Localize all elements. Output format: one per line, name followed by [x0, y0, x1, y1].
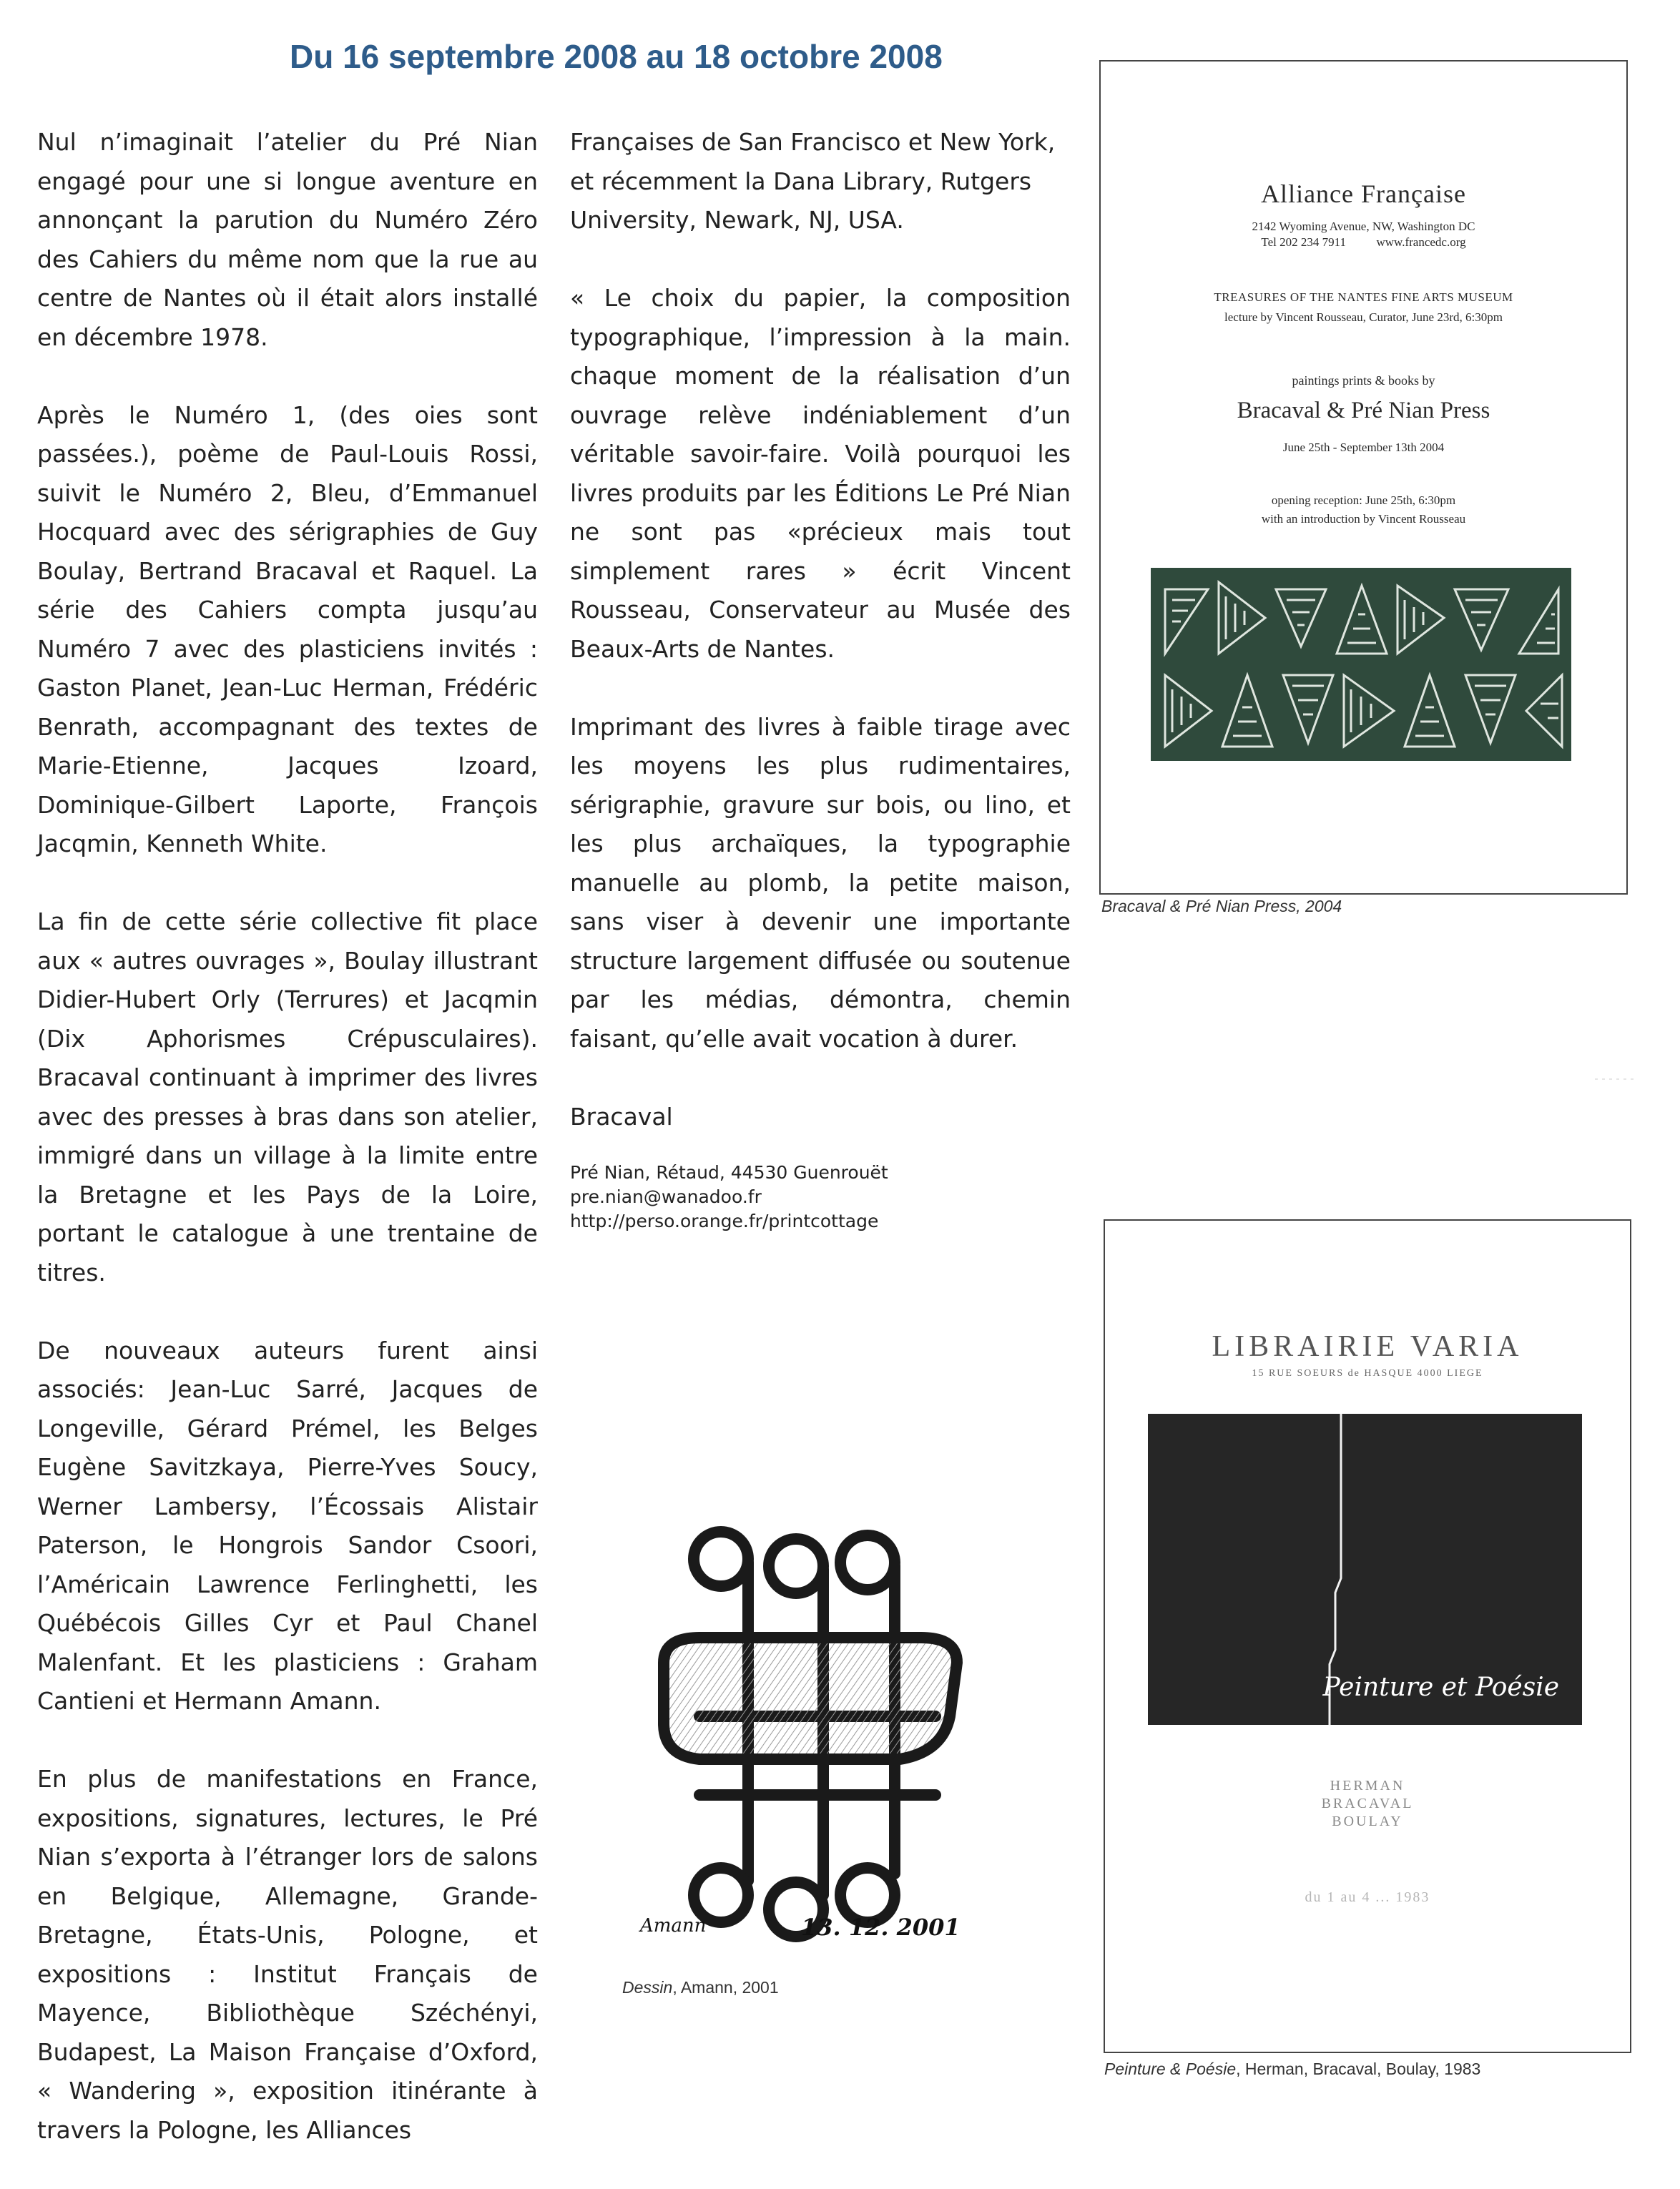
paragraph: Après le Numéro 1, (des oies sont passées.), poème de Paul-Louis Rossi, suivit le Numéro 2, Bleu, d’Emmanuel Hocquard avec des sérigraphies de Guy Boulay, Bertrand Bracaval et Raquel. La série des Cahiers compta jusqu’au Numéro 7 avec des plasticiens invités : Gaston Planet, Jean-Luc Herman, Frédéric Benrath, accompagnant des textes de Marie-Etienne, Jacques Izoard, Dominique-Gilbert Laporte, François Jacqmin, Kenneth White. [37, 400, 538, 857]
poster-address: 2142 Wyoming Avenue, NW, Washington DC [1252, 220, 1475, 233]
paragraph: De nouveaux auteurs furent ainsi associés: Jean-Luc Sarré, Jacques de Longeville, Gérard Prémel, les Belges Eugène Savitzkaya, Pierre-Yves Soucy, Werner Lambersy, l’Écossais Alistair Paterson, le Hongrois Sandor Csoori, l’Américain Lawrence Ferlinghetti, les Québécois Gilles Cyr et Paul Chanel Malenfant. Et les plasticiens : Graham Cantieni et Hermann Amann. [37, 1336, 538, 1715]
librairie-varia-poster [1104, 1219, 1631, 2053]
drawing-caption [622, 1978, 779, 1997]
poster-contact: Tel 202 234 7911 www.francedc.org [1261, 235, 1466, 249]
paragraph: La fin de cette série collective fit place aux « autres ouvrages », Boulay illustrant Didier-Hubert Orly (Terrures) et Jacqmin (Dix Aphorismes Crépusculaires). Bracaval continuant à imprimer des livres avec des presses à bras dans son atelier, immigré dans un village à la limite entre la Bretagne et les Pays de la Loire, portant le catalogue à une trentaine de titres. [37, 907, 538, 1287]
poster-opening: opening reception: June 25th, 6:30pm [1271, 493, 1456, 507]
artist-name: BOULAY [1332, 1814, 1403, 1829]
website-link[interactable]: http://perso.orange.fr/printcottage [570, 1211, 879, 1231]
alliance-francaise-poster [1099, 60, 1628, 895]
quote-paragraph: « Le choix du papier, la composition typographique, l’impression à la main. chaque moment de la réalisation d’un ouvrage relève indéniablement d’un véritable savoir-faire. Voilà pourquoi les livres produits par les Éditions Le Pré Nian ne sont pas «précieux mais tout simplement rares » écrit Vincent Rousseau, Conservateur au Musée des Beaux-Arts de Nantes. [570, 284, 1071, 663]
contact-address [570, 1161, 1071, 1234]
poster-title: Alliance Française [1261, 179, 1466, 208]
paragraph: Françaises de San Francisco et New York, et récemment la Dana Library, Rutgers University, Newark, NJ, USA. [570, 128, 1056, 234]
poster-exhibition-title: TREASURES OF THE NANTES FINE ARTS MUSEUM [1214, 290, 1513, 304]
black-artwork [1148, 1414, 1582, 1725]
paragraph: Imprimant des livres à faible tirage avec les moyens les plus rudimentaires, sérigraphie, gravure sur bois, ou lino, et les plus archaïques, la typographie manuelle au plomb, la petite maison, sans viser à devenir une importante structure largement diffusée ou soutenue par les médias, démontra, chemin faisant, qu’elle avait vocation à durer. [570, 712, 1071, 1053]
caption-rest: , Herman, Bracaval, Boulay, 1983 [1236, 2060, 1481, 2078]
artwork-title: Peinture et Poésie [1322, 1673, 1559, 1702]
artist-name: BRACAVAL [1321, 1796, 1414, 1811]
poster-caption: Bracaval & Pré Nian Press, 2004 [1101, 897, 1342, 915]
middle-column [570, 123, 1071, 1234]
artist-name: HERMAN [1330, 1778, 1405, 1794]
drawing-date: 13. 12. 2001 [801, 1914, 961, 1941]
author-signature: Bracaval [570, 1102, 673, 1131]
address-line: Pré Nian, Rétaud, 44530 Guenrouët [570, 1162, 888, 1183]
poster-caption [1104, 2060, 1480, 2079]
poster-dates: du 1 au 4 ... 1983 [1305, 1889, 1430, 1905]
poster-lecture: lecture by Vincent Rousseau, Curator, June 23rd, 6:30pm [1224, 310, 1503, 324]
poster-artists: Bracaval & Pré Nian Press [1237, 398, 1490, 423]
left-column [37, 123, 538, 2189]
poster-title: LIBRAIRIE VARIA [1212, 1330, 1523, 1363]
paragraph: En plus de manifestations en France, expositions, signatures, lectures, le Pré Nian s’exporta à l’étranger lors de salons en Belgique, Allemagne, Grande-Bretagne, États-Unis, Pologne, et expositions : Institut Français de Mayence, Bibliothèque Széchényi, Budapest, La Maison Française d’Oxford, « Wandering », exposition itinérante à travers la Pologne, les Alliances [37, 1765, 538, 2144]
caption-italic: Dessin [622, 1978, 673, 1997]
triangle-print-image [1151, 568, 1571, 761]
page-title: Du 16 septembre 2008 au 18 octobre 2008 [290, 38, 943, 75]
caption-rest: , Amann, 2001 [672, 1978, 779, 1997]
drawing-signature: Amann [640, 1915, 707, 1937]
caption-italic: Peinture & Poésie [1104, 2060, 1237, 2078]
email-link[interactable]: pre.nian@wanadoo.fr [570, 1186, 762, 1207]
poster-dates: June 25th - September 13th 2004 [1282, 441, 1445, 454]
paragraph: Nul n’imaginait l’atelier du Pré Nian engagé pour une si longue aventure en annonçant la parution du Numéro Zéro des Cahiers du même nom que la rue au centre de Nantes où il était alors installé en décembre 1978. [37, 128, 538, 351]
scan-smudge [1595, 1076, 1638, 1082]
amann-drawing-image [621, 1509, 978, 1967]
poster-subtitle: paintings prints & books by [1292, 373, 1435, 388]
poster-intro: with an introduction by Vincent Rousseau [1261, 512, 1466, 526]
poster-address: 15 RUE SOEURS de HASQUE 4000 LIEGE [1252, 1368, 1483, 1379]
